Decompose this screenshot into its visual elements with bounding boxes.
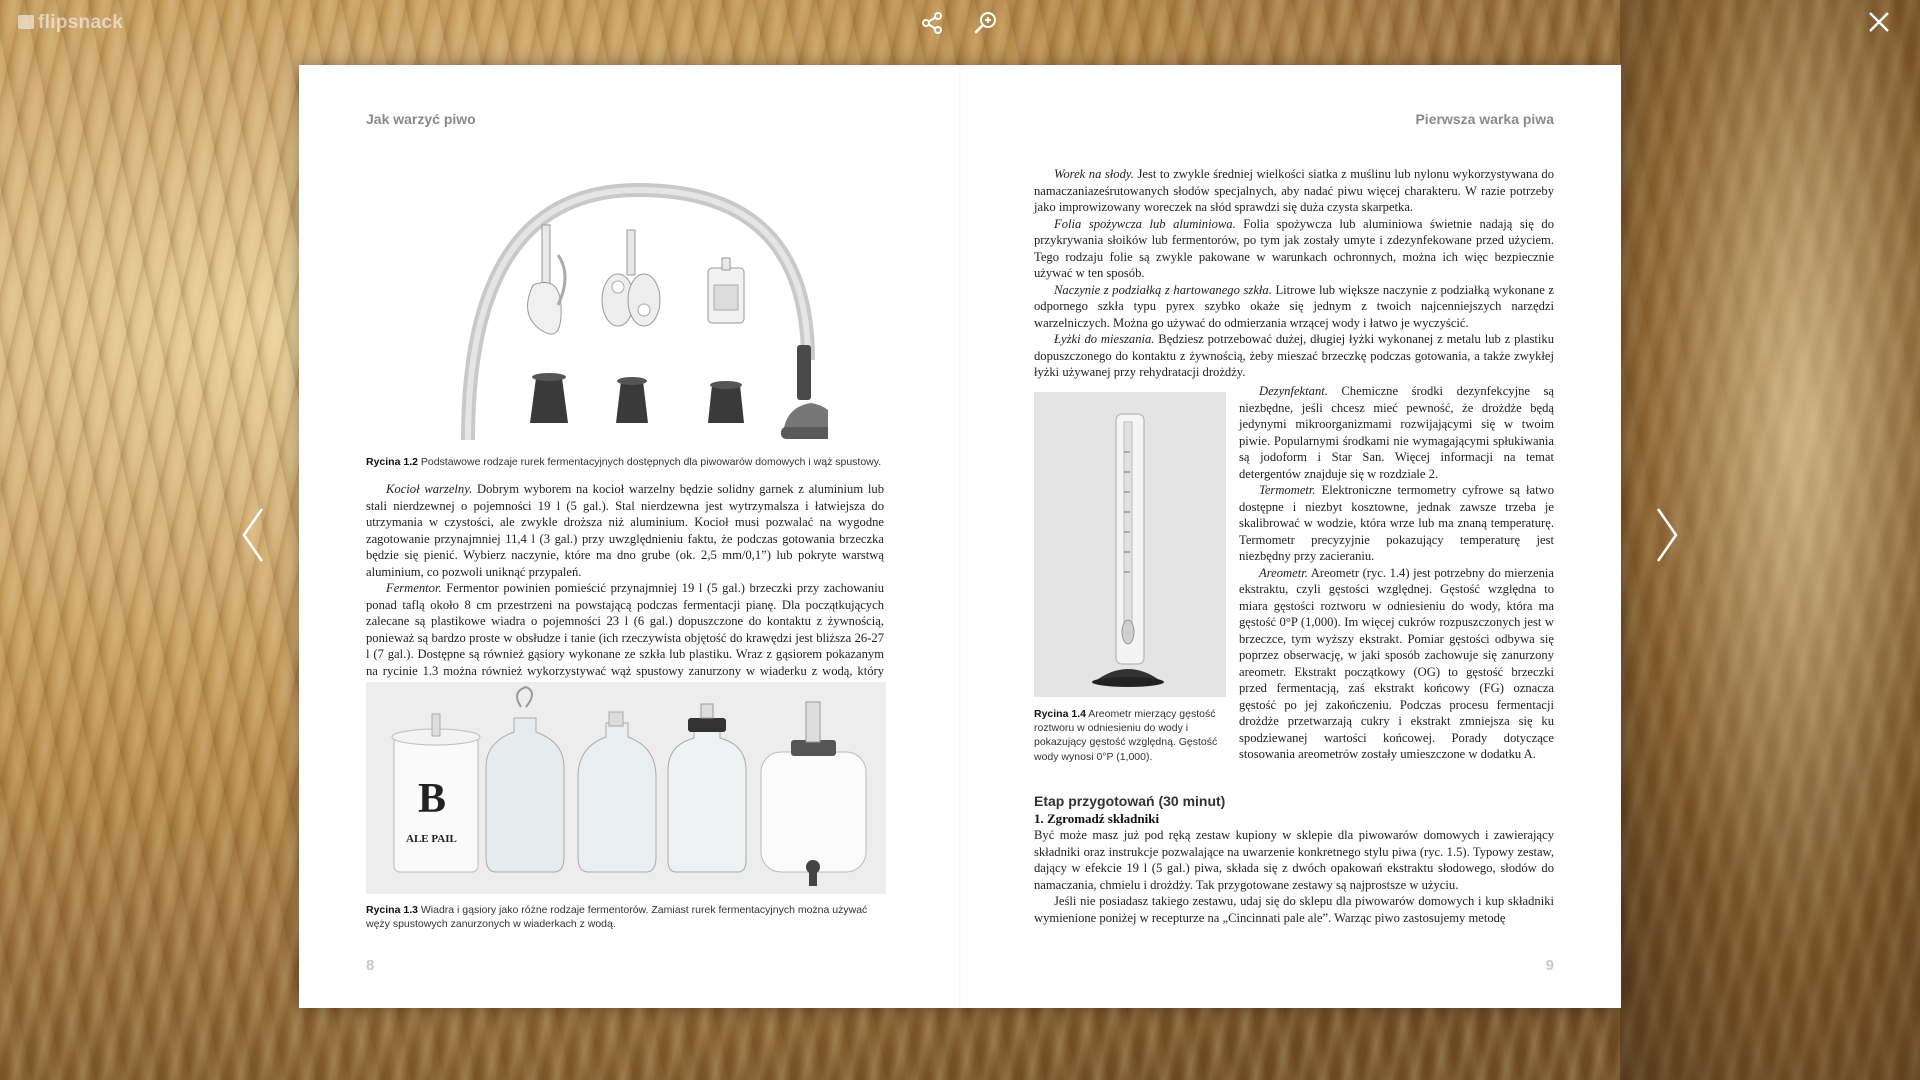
ale-pail-label: ALE PAIL — [406, 833, 457, 845]
left-running-head: Jak warzyć piwo — [366, 111, 476, 127]
right-body-text-column — [1239, 383, 1554, 763]
next-page-button[interactable] — [1652, 505, 1682, 565]
term-kociol: Kocioł warzelny. — [386, 482, 473, 496]
paragraph-folia — [1034, 216, 1554, 282]
paragraph-fermentor-text: Fermentor powinien pomieścić przynajmniej 19 l (5 gal.) brzeczki przy zachowaniu ponad taflą około 8 cm przestrzeni na powstającą podczas fermentacji pianę. Dla początkujących zalecane są plastikowe wiadra o pojemności 23 l (6 gal.) dopuszczone do kontaktu z żywnością, ponieważ są bardzo proste w obsłudze i tanie (ich rzeczywista objętość do krawędzi jest bliższa 26-27 l (7 gal.). Dostępne są również gąsiory wykonane ze szkła lub plastiku. Wraz z gąsiorem pokazanym na rycinie 1.3 można również wykorzystywać wąż spustowy zanurzony w wiaderku z wodą, który — [366, 581, 884, 678]
paragraph-naczynie-text: Litrowe lub większe naczynie z podziałką wykonane z odpornego szkła typu pyrex szybko okaże się jednym z twoich najcenniejszych narzędzi warzelniczych. Można go używać do odmierzania wrzącej wody i łatwo je wyczyścić. — [1034, 282, 1554, 330]
viewer-toolbar — [0, 0, 1920, 50]
paragraph-lyzki — [1034, 331, 1554, 381]
figure-1-3-image — [366, 682, 886, 894]
brand-logo[interactable] — [18, 12, 123, 34]
figure-1-4-caption-label: Rycina 1.4 — [1034, 708, 1086, 720]
paragraph-naczynie — [1034, 282, 1554, 332]
figure-1-3-caption — [366, 903, 886, 931]
term-folia: Folia spożywcza lub aluminiowa. — [1054, 216, 1236, 231]
chevron-right-icon — [1652, 505, 1682, 565]
figure-1-4-image — [1034, 392, 1226, 697]
term-areometr: Areometr. — [1259, 565, 1308, 580]
chevron-left-icon — [238, 505, 268, 565]
prev-page-button[interactable] — [238, 505, 268, 565]
paragraph-dezynfektant — [1239, 383, 1554, 482]
section-heading: Etap przygotowań (30 minut) — [1034, 793, 1226, 809]
flipsnack-logo-icon — [18, 15, 34, 29]
paragraph-folia-text: Folia spożywcza lub aluminiowa świetnie nadają się do przykrywania słoików lub fermentorów, po tym jak zostały umyte i zdezynfekowane przed użyciem. Tego rodzaju folie są zwykle pakowane w warunkach ochronnych, można ich więc bezpiecznie używać w ten sposób. — [1034, 216, 1554, 280]
preparation-text — [1034, 827, 1554, 926]
paragraph-termometr-text: Elektroniczne termometry cyfrowe są łatwo dostępne i niezbyt kosztowne, jednak zawsze trzeba je skalibrować w wodzie, która wrze lub ma znaną temperaturę. Termometr precyzyjnie pokazujący temperaturę jest niezbędny przy zacieraniu. — [1239, 483, 1554, 563]
right-page-number: 9 — [1545, 957, 1554, 974]
book-spine — [959, 65, 961, 1008]
zoom-in-icon[interactable] — [973, 10, 999, 36]
left-page-number: 8 — [366, 957, 375, 974]
term-fermentor: Fermentor. — [386, 581, 442, 595]
term-lyzki: Łyżki do mieszania. — [1054, 332, 1155, 346]
term-naczynie: Naczynie z podziałką z hartowanego szkła. — [1054, 282, 1272, 297]
term-dezynfektant: Dezynfektant. — [1259, 384, 1328, 398]
figure-1-2-caption — [366, 455, 906, 469]
paragraph-sklep: Jeśli nie posiadasz takiego zestawu, udaj się do sklepu dla piwowarów domowych i kup składniki wymienione poniżej w recepturze na „Cincinnati pale ale”. Warząc piwo zastosujemy metodę — [1034, 894, 1554, 925]
close-icon[interactable] — [1866, 9, 1892, 35]
share-icon[interactable] — [919, 10, 945, 36]
right-body-text-top — [1034, 166, 1554, 381]
svg-text:B: B — [418, 776, 447, 822]
paragraph-areometr — [1239, 565, 1554, 763]
paragraph-kociol-text: Dobrym wyborem na kocioł warzelny będzie solidny garnek z aluminium lub stali nierdzewnej o pojemności 19 l (5 gal.). Stal nierdzewna jest wytrzymalsza i łatwiejsza do utrzymania w czystości, ale zwykle droższa niż aluminium. Kocioł musi pozwalać na wygodne zagotowanie przynajmniej 11,4 l (3 gal.) przy uwzględnieniu faktu, że podczas gotowania brzeczka będzie się pienić. Wybierz naczynie, które ma dno grube (ok. 2,5 mm/0,1”) lub pokryte warstwą aluminium, co pozwoli uniknąć przypaleń. — [366, 482, 884, 579]
paragraph-worek — [1034, 166, 1554, 216]
term-termometr: Termometr. — [1259, 483, 1316, 497]
figure-1-4-caption-text: Areometr mierzący gęstość roztworu w odniesieniu do wody i pokazujący gęstość względną. Gęstość wody wynosi 0°P (1,000). — [1034, 708, 1218, 763]
paragraph-lyzki-text: Będziesz potrzebować dużej, długiej łyżki wykonanej z metalu lub z plastiku dopuszczonego do kontaktu z żywnością, żeby mieszać brzeczkę podczas gotowania, a także zwykłej łyżki używanej przy rehydratacji drożdży. — [1034, 332, 1554, 379]
figure-1-2-image — [438, 165, 828, 447]
right-running-head: Pierwsza warka piwa — [1415, 111, 1554, 127]
figure-1-2-caption-label: Rycina 1.2 — [366, 456, 418, 468]
paragraph-areometr-text: Areometr (ryc. 1.4) jest potrzebny do mierzenia ekstraktu, czyli gęstości względnej. Gęstość względna to miara gęstości roztworu w odniesieniu do wody, która ma gęstość 0°P (1,000). Im więcej cukrów rozpuszczonych jest w brzeczce, tym wyższy ekstrakt. Pomiar gęstości odbywa się poprzez obserwację, w jaki sposób zachowuje się zanurzony areometr. Ekstrakt początkowy (OG) to gęstość brzeczki przed fermentacją, zaś ekstrakt końcowy (FG) oznacza gęstość po jej zakończeniu. Podczas procesu fermentacji drożdże przetwarzają cukry i ekstrakt zmniejsza się ku spodziewanej wartości końcowej. Porady dotyczące stosowania areometrów zostały umieszczone w dodatku A. — [1239, 565, 1554, 761]
paragraph-kociol — [366, 481, 884, 580]
paragraph-termometr — [1239, 482, 1554, 565]
paragraph-dezynfektant-text: Chemiczne środki dezynfekcyjne są niezbędne, jeśli chcesz mieć pewność, że drożdże będą jedynymi mikroorganizmami rozwijającymi się w twoim piwie. Popularnymi środkami nie wymagającymi spłukiwania są jodoform i Star San. Więcej informacji na temat detergentów znajduje się w rozdziale 2. — [1239, 384, 1554, 481]
figure-1-4-caption — [1034, 707, 1229, 764]
preparation-section — [1034, 793, 1554, 926]
paragraph-worek-text: Jest to zwykle średniej wielkości siatka z muślinu lub nylonu wykorzystywana do namaczaniaześrutowanych słodów specjalnych, aby nadać piwu więcej charakteru. W razie potrzeby jako improwizowany woreczek na słód sprawdzi się duża czysta skarpetka. — [1034, 167, 1554, 214]
figure-1-3-caption-text: Wiadra i gąsiory jako różne rodzaje fermentorów. Zamiast rurek fermentacyjnych można używać węży spustowych zanurzonych w wiaderkach z wodą. — [366, 904, 868, 931]
figure-1-3-caption-label: Rycina 1.3 — [366, 904, 418, 916]
paragraph-zestaw: Być może masz już pod ręką zestaw kupiony w sklepie dla piwowarów domowych i zawierający składniki oraz instrukcje pozwalające na uwarzenie konkretnego stylu piwa (ryc. 1.5). Typowy zestaw, dający w efekcie 19 l (5 gal.) piwa, składa się z dwóch opakowań ekstraktu słodowego, słodów do namaczania, chmielu i drożdży. Tak przygotowane zestawy są najprostsze w użyciu. — [1034, 828, 1554, 892]
subheading: 1. Zgromadź składniki — [1034, 811, 1160, 826]
brand-name: flipsnack — [38, 12, 124, 33]
book-spread — [299, 65, 1621, 1008]
figure-1-2-caption-text: Podstawowe rodzaje rurek fermentacyjnych dostępnych dla piwowarów domowych i wąż spustowy. — [417, 456, 882, 468]
term-worek: Worek na słody. — [1054, 167, 1134, 181]
